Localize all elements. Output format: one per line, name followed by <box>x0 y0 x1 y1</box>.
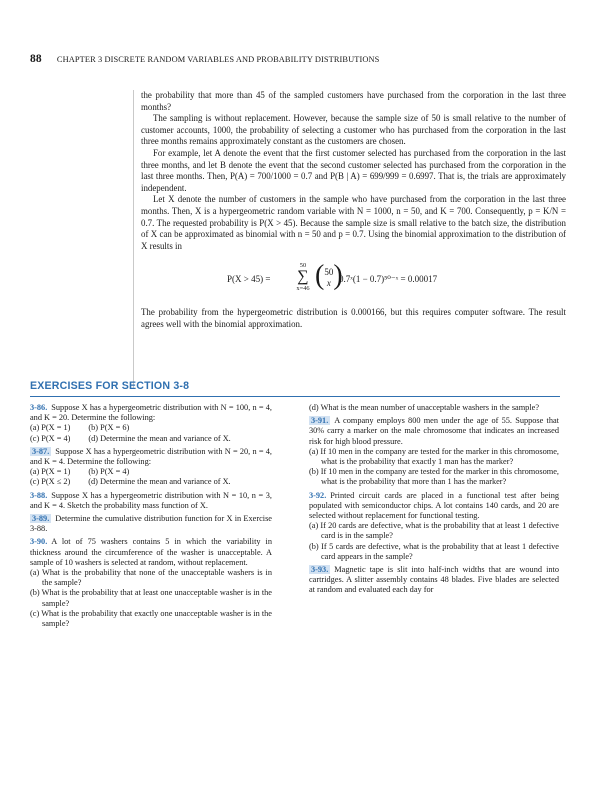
exercise-text: A lot of 75 washers contains 5 in which the variability in thickness around the circumference of the washer is unacceptable. A sample of 10 washers is selected at random, without replacement. <box>30 537 272 567</box>
part-d: (d) Determine the mean and variance of X. <box>88 477 231 487</box>
paragraph: The probability from the hypergeometric distribution is 0.000166, but this requires computer software. The result agrees well with the binomial approximation. <box>141 307 566 329</box>
exercise-number: 3-91. <box>311 416 329 426</box>
part-a: (a) If 10 men in the company are tested for the marker in this chromosome, what is the probability that exactly 1 man has the marker? <box>309 446 559 467</box>
exercise-text: Printed circuit cards are placed in a functional test after being populated with semiconductor chips. A lot contains 140 cards, and 20 are selected without replacement for functional testing. <box>309 490 559 521</box>
part-b: (b) P(X = 4) <box>88 467 130 477</box>
exercise-3-88 <box>30 491 272 511</box>
running-head: CHAPTER 3 DISCRETE RANDOM VARIABLES AND PROBABILITY DISTRIBUTIONS <box>56 55 380 64</box>
binom-bottom: x <box>326 278 331 289</box>
sum-symbol: ∑ <box>297 268 309 286</box>
sum-lower-limit: x=46 <box>296 285 310 293</box>
example-side-rule <box>133 90 134 388</box>
left-paren: ( <box>315 260 325 292</box>
section-rule <box>30 396 560 397</box>
paragraph: For example, let A denote the event that the first customer selected has purchased from the corporation in the last three months, and let B denote the event that the second customer selected has purchased from the corporation in the last three months. Then, P(A) = 700/1000 = 0.7 and P(B | A) = 699/999 = 0.6997. That is, the trials are approximately independent. <box>141 147 566 193</box>
exercise-number: 3-92. <box>309 490 327 500</box>
formula-rhs: 0.7ˣ(1 − 0.7)⁵⁰⁻ˣ = 0.00017 <box>339 274 438 285</box>
exercise-3-89 <box>30 514 272 534</box>
section-heading: EXERCISES FOR SECTION 3-8 <box>30 380 190 392</box>
exercise-text: Suppose X has a hypergeometric distribution with N = 10, n = 3, and K = 4. Sketch the probability mass function of X. <box>30 490 272 510</box>
exercise-text: Suppose X has a hypergeometric distribution with N = 20, n = 4, and K = 4. Determine the following: <box>30 446 272 467</box>
exercise-text: A company employs 800 men under the age of 55. Suppose that 30% carry a marker on the male chromosome that indicates an increased risk for high blood pressure. <box>309 416 559 446</box>
exercise-number: 3-89. <box>32 514 50 524</box>
paragraph: Let X denote the number of customers in the sample who have purchased from the corporation in the last three months. Then, X is a hypergeometric random variable with N = 1000, n = 50, and K = 700. Consequently, p = K/N = 0.7. The requested probability is P(X > 45). Because the sample size is small relative to the batch size, the distribution of X can be approximated as binomial with n = 50 and p = 0.7. Using the binomial approximation to the distribution of X results in <box>141 194 566 251</box>
exercise-number: 3-87. <box>32 446 50 456</box>
exercise-3-90-continued <box>309 403 559 413</box>
binomial-approximation-formula <box>141 258 566 302</box>
part-b: (b) What is the probability that at least one unacceptable washer is in the sample? <box>30 588 272 608</box>
exercise-text: Determine the cumulative distribution function for X in Exercise 3-88. <box>30 514 272 534</box>
exercises-left-column <box>30 403 272 632</box>
part-a: (a) What is the probability that none of the unacceptable washers is in the sample? <box>30 568 272 588</box>
exercise-number: 3-93. <box>311 565 329 575</box>
part-b: (b) If 5 cards are defective, what is the probability that at least 1 defective card appears in the sample? <box>309 541 559 561</box>
binom-top: 50 <box>324 267 334 278</box>
exercise-number: 3-90. <box>30 537 48 547</box>
part-b: (b) P(X = 6) <box>88 423 130 433</box>
example-text <box>141 90 566 331</box>
part-d: (d) Determine the mean and variance of X. <box>88 433 231 443</box>
exercise-3-92 <box>309 491 559 562</box>
summation <box>292 262 314 292</box>
exercise-3-93 <box>309 565 559 596</box>
part-c: (c) What is the probability that exactly one unacceptable washer is in the sample? <box>30 608 272 629</box>
part-c: (c) P(X ≤ 2) <box>30 477 71 487</box>
paragraph: the probability that more than 45 of the sampled customers have purchased from the corporation in the last three months? <box>141 90 566 112</box>
exercise-3-90 <box>30 537 272 629</box>
exercise-3-91 <box>309 416 559 487</box>
exercise-number: 3-86. <box>30 403 48 412</box>
part-a: (a) P(X = 1) <box>30 423 71 433</box>
sum-upper-limit: 50 <box>299 262 307 270</box>
formula-lhs: P(X > 45) = <box>227 274 271 285</box>
running-header <box>30 53 590 67</box>
right-paren: ) <box>333 260 343 292</box>
part-a: (a) If 20 cards are defective, what is the probability that at least 1 defective card is in the sample? <box>309 521 559 541</box>
part-a: (a) P(X = 1) <box>30 467 71 477</box>
part-c: (c) P(X = 4) <box>30 433 71 443</box>
paragraph: The sampling is without replacement. However, because the sample size of 50 is small relative to the number of customer accounts, 1000, the probability of selecting a customer who has purchased from the corporation in the last three months remains approximately constant as the customers are chosen. <box>141 113 566 147</box>
part-b: (b) If 10 men in the company are tested for the marker in this chromosome, what is the probability that more than 1 has the marker? <box>309 467 559 487</box>
part-d: (d) What is the mean number of unacceptable washers in the sample? <box>309 403 539 412</box>
exercise-text: Suppose X has a hypergeometric distribution with N = 100, n = 4, and K = 20. Determine the following: <box>30 403 272 423</box>
exercise-3-86 <box>30 403 272 444</box>
page-number: 88 <box>30 53 42 65</box>
exercise-text: Magnetic tape is slit into half-inch widths that are wound into cartridges. A slitter assembly contains 48 blades. Five blades are selected at random and evaluated each day for <box>309 565 559 595</box>
exercise-number: 3-88. <box>30 490 48 500</box>
exercises-right-column <box>309 403 559 599</box>
exercise-3-87 <box>30 447 272 488</box>
